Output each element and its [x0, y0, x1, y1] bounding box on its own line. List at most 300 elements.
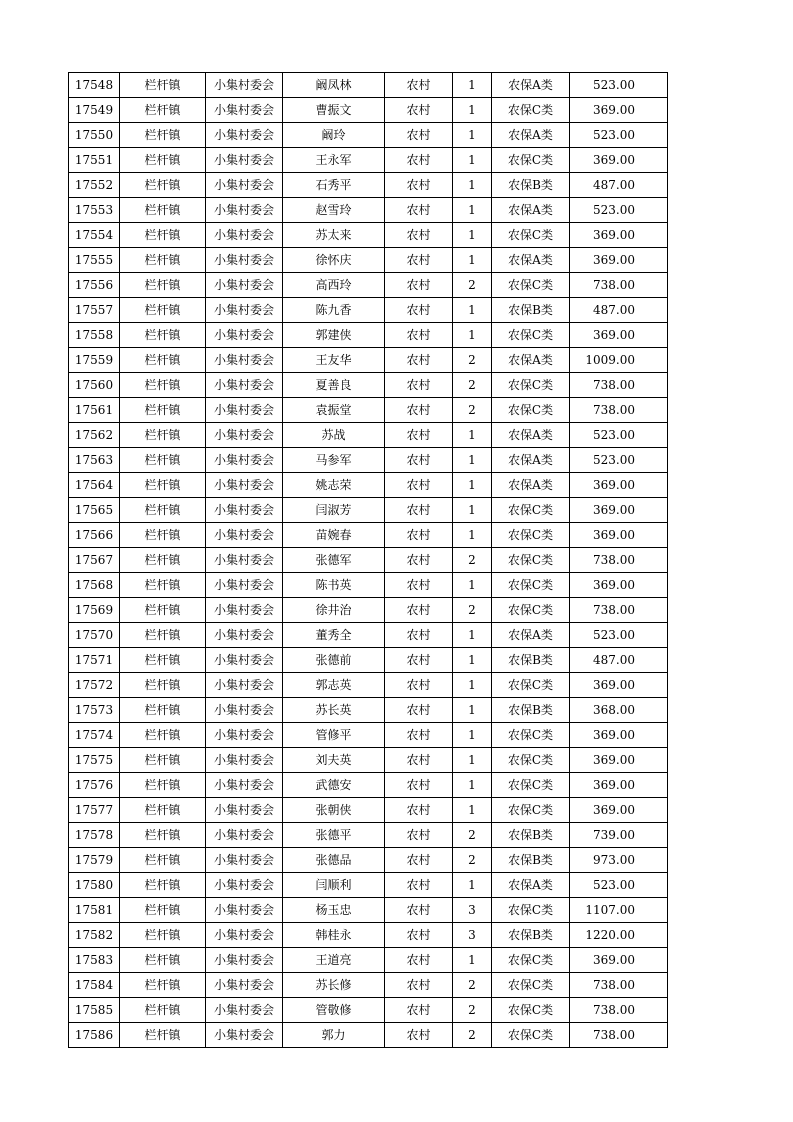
- amount-cell: 487.00: [570, 173, 668, 198]
- town-cell: 栏杆镇: [120, 473, 206, 498]
- insurance-category-cell: 农保A类: [492, 473, 570, 498]
- amount-cell: 369.00: [570, 323, 668, 348]
- table-row: [69, 123, 668, 148]
- insurance-category-cell: 农保C类: [492, 948, 570, 973]
- insurance-category-cell: 农保C类: [492, 523, 570, 548]
- household-count-cell: 1: [453, 423, 492, 448]
- amount-cell: 368.00: [570, 698, 668, 723]
- serial-number-cell: 17556: [69, 273, 120, 298]
- town-cell: 栏杆镇: [120, 748, 206, 773]
- area-type-cell: 农村: [385, 248, 453, 273]
- insurance-category-cell: 农保C类: [492, 998, 570, 1023]
- village-committee-cell: 小集村委会: [206, 548, 283, 573]
- area-type-cell: 农村: [385, 123, 453, 148]
- amount-cell: 369.00: [570, 148, 668, 173]
- amount-cell: 738.00: [570, 998, 668, 1023]
- table-row: [69, 973, 668, 998]
- table-row: [69, 648, 668, 673]
- area-type-cell: 农村: [385, 748, 453, 773]
- table-row: [69, 473, 668, 498]
- table-row: [69, 923, 668, 948]
- household-count-cell: 3: [453, 923, 492, 948]
- serial-number-cell: 17581: [69, 898, 120, 923]
- name-cell: 曹振文: [283, 98, 385, 123]
- area-type-cell: 农村: [385, 598, 453, 623]
- insurance-category-cell: 农保C类: [492, 323, 570, 348]
- village-committee-cell: 小集村委会: [206, 73, 283, 98]
- household-count-cell: 1: [453, 873, 492, 898]
- amount-cell: 487.00: [570, 298, 668, 323]
- amount-cell: 738.00: [570, 598, 668, 623]
- town-cell: 栏杆镇: [120, 173, 206, 198]
- table-row: [69, 1023, 668, 1048]
- table-row: [69, 798, 668, 823]
- name-cell: 韩桂永: [283, 923, 385, 948]
- town-cell: 栏杆镇: [120, 973, 206, 998]
- household-count-cell: 2: [453, 973, 492, 998]
- table-row: [69, 73, 668, 98]
- amount-cell: 738.00: [570, 373, 668, 398]
- insurance-category-cell: 农保C类: [492, 373, 570, 398]
- area-type-cell: 农村: [385, 823, 453, 848]
- village-committee-cell: 小集村委会: [206, 423, 283, 448]
- village-committee-cell: 小集村委会: [206, 473, 283, 498]
- household-count-cell: 1: [453, 198, 492, 223]
- town-cell: 栏杆镇: [120, 723, 206, 748]
- town-cell: 栏杆镇: [120, 198, 206, 223]
- household-count-cell: 2: [453, 373, 492, 398]
- amount-cell: 738.00: [570, 273, 668, 298]
- household-count-cell: 1: [453, 573, 492, 598]
- serial-number-cell: 17562: [69, 423, 120, 448]
- table-row: [69, 423, 668, 448]
- village-committee-cell: 小集村委会: [206, 898, 283, 923]
- table-row: [69, 823, 668, 848]
- insurance-category-cell: 农保C类: [492, 598, 570, 623]
- amount-cell: 369.00: [570, 748, 668, 773]
- village-committee-cell: 小集村委会: [206, 973, 283, 998]
- household-count-cell: 1: [453, 473, 492, 498]
- serial-number-cell: 17565: [69, 498, 120, 523]
- insurance-category-cell: 农保C类: [492, 748, 570, 773]
- name-cell: 闫顺利: [283, 873, 385, 898]
- name-cell: 石秀平: [283, 173, 385, 198]
- amount-cell: 523.00: [570, 423, 668, 448]
- village-committee-cell: 小集村委会: [206, 698, 283, 723]
- table-row: [69, 898, 668, 923]
- name-cell: 袁振堂: [283, 398, 385, 423]
- household-count-cell: 2: [453, 598, 492, 623]
- area-type-cell: 农村: [385, 98, 453, 123]
- town-cell: 栏杆镇: [120, 873, 206, 898]
- insurance-category-cell: 农保C类: [492, 498, 570, 523]
- table-row: [69, 98, 668, 123]
- amount-cell: 369.00: [570, 98, 668, 123]
- insurance-category-cell: 农保B类: [492, 848, 570, 873]
- village-committee-cell: 小集村委会: [206, 773, 283, 798]
- serial-number-cell: 17580: [69, 873, 120, 898]
- table-row: [69, 723, 668, 748]
- area-type-cell: 农村: [385, 423, 453, 448]
- amount-cell: 523.00: [570, 73, 668, 98]
- amount-cell: 523.00: [570, 123, 668, 148]
- insurance-category-cell: 农保A类: [492, 423, 570, 448]
- village-committee-cell: 小集村委会: [206, 98, 283, 123]
- amount-cell: 973.00: [570, 848, 668, 873]
- amount-cell: 369.00: [570, 523, 668, 548]
- village-committee-cell: 小集村委会: [206, 148, 283, 173]
- amount-cell: 369.00: [570, 223, 668, 248]
- household-count-cell: 1: [453, 498, 492, 523]
- table-row: [69, 223, 668, 248]
- serial-number-cell: 17566: [69, 523, 120, 548]
- table-row: [69, 873, 668, 898]
- household-count-cell: 2: [453, 548, 492, 573]
- serial-number-cell: 17582: [69, 923, 120, 948]
- area-type-cell: 农村: [385, 698, 453, 723]
- roster-table: [68, 72, 668, 1048]
- town-cell: 栏杆镇: [120, 498, 206, 523]
- town-cell: 栏杆镇: [120, 148, 206, 173]
- name-cell: 王道亮: [283, 948, 385, 973]
- area-type-cell: 农村: [385, 948, 453, 973]
- village-committee-cell: 小集村委会: [206, 848, 283, 873]
- serial-number-cell: 17569: [69, 598, 120, 623]
- household-count-cell: 2: [453, 848, 492, 873]
- area-type-cell: 农村: [385, 773, 453, 798]
- insurance-category-cell: 农保B类: [492, 173, 570, 198]
- area-type-cell: 农村: [385, 848, 453, 873]
- area-type-cell: 农村: [385, 623, 453, 648]
- area-type-cell: 农村: [385, 348, 453, 373]
- area-type-cell: 农村: [385, 198, 453, 223]
- area-type-cell: 农村: [385, 1023, 453, 1048]
- town-cell: 栏杆镇: [120, 823, 206, 848]
- insurance-category-cell: 农保C类: [492, 1023, 570, 1048]
- area-type-cell: 农村: [385, 223, 453, 248]
- name-cell: 姚志荣: [283, 473, 385, 498]
- insurance-category-cell: 农保C类: [492, 673, 570, 698]
- town-cell: 栏杆镇: [120, 898, 206, 923]
- amount-cell: 738.00: [570, 973, 668, 998]
- area-type-cell: 农村: [385, 523, 453, 548]
- town-cell: 栏杆镇: [120, 423, 206, 448]
- town-cell: 栏杆镇: [120, 998, 206, 1023]
- household-count-cell: 2: [453, 823, 492, 848]
- insurance-category-cell: 农保A类: [492, 73, 570, 98]
- area-type-cell: 农村: [385, 373, 453, 398]
- village-committee-cell: 小集村委会: [206, 623, 283, 648]
- town-cell: 栏杆镇: [120, 73, 206, 98]
- serial-number-cell: 17563: [69, 448, 120, 473]
- village-committee-cell: 小集村委会: [206, 273, 283, 298]
- name-cell: 张德前: [283, 648, 385, 673]
- roster-table-body: [69, 73, 668, 1048]
- amount-cell: 1009.00: [570, 348, 668, 373]
- serial-number-cell: 17586: [69, 1023, 120, 1048]
- household-count-cell: 1: [453, 123, 492, 148]
- area-type-cell: 农村: [385, 273, 453, 298]
- town-cell: 栏杆镇: [120, 698, 206, 723]
- serial-number-cell: 17567: [69, 548, 120, 573]
- area-type-cell: 农村: [385, 73, 453, 98]
- amount-cell: 369.00: [570, 673, 668, 698]
- insurance-category-cell: 农保A类: [492, 348, 570, 373]
- serial-number-cell: 17572: [69, 673, 120, 698]
- document-page: [68, 72, 668, 1048]
- table-row: [69, 398, 668, 423]
- town-cell: 栏杆镇: [120, 98, 206, 123]
- table-row: [69, 698, 668, 723]
- serial-number-cell: 17574: [69, 723, 120, 748]
- town-cell: 栏杆镇: [120, 548, 206, 573]
- village-committee-cell: 小集村委会: [206, 523, 283, 548]
- insurance-category-cell: 农保B类: [492, 823, 570, 848]
- serial-number-cell: 17578: [69, 823, 120, 848]
- amount-cell: 523.00: [570, 873, 668, 898]
- name-cell: 赵雪玲: [283, 198, 385, 223]
- serial-number-cell: 17558: [69, 323, 120, 348]
- insurance-category-cell: 农保C类: [492, 148, 570, 173]
- table-row: [69, 298, 668, 323]
- area-type-cell: 农村: [385, 648, 453, 673]
- table-row: [69, 998, 668, 1023]
- insurance-category-cell: 农保B类: [492, 923, 570, 948]
- town-cell: 栏杆镇: [120, 673, 206, 698]
- name-cell: 徐井治: [283, 598, 385, 623]
- village-committee-cell: 小集村委会: [206, 223, 283, 248]
- town-cell: 栏杆镇: [120, 798, 206, 823]
- serial-number-cell: 17548: [69, 73, 120, 98]
- village-committee-cell: 小集村委会: [206, 998, 283, 1023]
- village-committee-cell: 小集村委会: [206, 198, 283, 223]
- serial-number-cell: 17552: [69, 173, 120, 198]
- area-type-cell: 农村: [385, 923, 453, 948]
- name-cell: 王友华: [283, 348, 385, 373]
- name-cell: 董秀全: [283, 623, 385, 648]
- serial-number-cell: 17576: [69, 773, 120, 798]
- table-row: [69, 198, 668, 223]
- village-committee-cell: 小集村委会: [206, 398, 283, 423]
- amount-cell: 369.00: [570, 573, 668, 598]
- serial-number-cell: 17553: [69, 198, 120, 223]
- insurance-category-cell: 农保B类: [492, 698, 570, 723]
- table-row: [69, 773, 668, 798]
- name-cell: 苏战: [283, 423, 385, 448]
- insurance-category-cell: 农保C类: [492, 898, 570, 923]
- serial-number-cell: 17559: [69, 348, 120, 373]
- household-count-cell: 1: [453, 298, 492, 323]
- table-row: [69, 623, 668, 648]
- serial-number-cell: 17560: [69, 373, 120, 398]
- amount-cell: 369.00: [570, 248, 668, 273]
- household-count-cell: 1: [453, 948, 492, 973]
- village-committee-cell: 小集村委会: [206, 123, 283, 148]
- table-row: [69, 323, 668, 348]
- village-committee-cell: 小集村委会: [206, 823, 283, 848]
- amount-cell: 1220.00: [570, 923, 668, 948]
- village-committee-cell: 小集村委会: [206, 373, 283, 398]
- area-type-cell: 农村: [385, 173, 453, 198]
- area-type-cell: 农村: [385, 298, 453, 323]
- serial-number-cell: 17585: [69, 998, 120, 1023]
- household-count-cell: 2: [453, 273, 492, 298]
- village-committee-cell: 小集村委会: [206, 573, 283, 598]
- household-count-cell: 1: [453, 148, 492, 173]
- household-count-cell: 1: [453, 173, 492, 198]
- household-count-cell: 3: [453, 898, 492, 923]
- name-cell: 郭建侠: [283, 323, 385, 348]
- town-cell: 栏杆镇: [120, 223, 206, 248]
- insurance-category-cell: 农保C类: [492, 573, 570, 598]
- area-type-cell: 农村: [385, 573, 453, 598]
- village-committee-cell: 小集村委会: [206, 948, 283, 973]
- amount-cell: 369.00: [570, 773, 668, 798]
- household-count-cell: 1: [453, 223, 492, 248]
- insurance-category-cell: 农保C类: [492, 548, 570, 573]
- amount-cell: 487.00: [570, 648, 668, 673]
- table-row: [69, 348, 668, 373]
- town-cell: 栏杆镇: [120, 923, 206, 948]
- household-count-cell: 1: [453, 248, 492, 273]
- area-type-cell: 农村: [385, 973, 453, 998]
- town-cell: 栏杆镇: [120, 598, 206, 623]
- village-committee-cell: 小集村委会: [206, 448, 283, 473]
- household-count-cell: 1: [453, 623, 492, 648]
- village-committee-cell: 小集村委会: [206, 798, 283, 823]
- name-cell: 苏长修: [283, 973, 385, 998]
- town-cell: 栏杆镇: [120, 298, 206, 323]
- amount-cell: 369.00: [570, 473, 668, 498]
- town-cell: 栏杆镇: [120, 123, 206, 148]
- name-cell: 张德军: [283, 548, 385, 573]
- serial-number-cell: 17573: [69, 698, 120, 723]
- village-committee-cell: 小集村委会: [206, 298, 283, 323]
- town-cell: 栏杆镇: [120, 248, 206, 273]
- amount-cell: 738.00: [570, 548, 668, 573]
- amount-cell: 523.00: [570, 198, 668, 223]
- table-row: [69, 548, 668, 573]
- village-committee-cell: 小集村委会: [206, 173, 283, 198]
- table-row: [69, 448, 668, 473]
- table-row: [69, 598, 668, 623]
- name-cell: 王永军: [283, 148, 385, 173]
- town-cell: 栏杆镇: [120, 948, 206, 973]
- household-count-cell: 1: [453, 523, 492, 548]
- name-cell: 张朝侠: [283, 798, 385, 823]
- town-cell: 栏杆镇: [120, 398, 206, 423]
- name-cell: 郭力: [283, 1023, 385, 1048]
- name-cell: 苗婉春: [283, 523, 385, 548]
- household-count-cell: 2: [453, 1023, 492, 1048]
- serial-number-cell: 17561: [69, 398, 120, 423]
- household-count-cell: 2: [453, 348, 492, 373]
- town-cell: 栏杆镇: [120, 773, 206, 798]
- insurance-category-cell: 农保B类: [492, 298, 570, 323]
- town-cell: 栏杆镇: [120, 448, 206, 473]
- area-type-cell: 农村: [385, 798, 453, 823]
- name-cell: 郭志英: [283, 673, 385, 698]
- insurance-category-cell: 农保A类: [492, 448, 570, 473]
- town-cell: 栏杆镇: [120, 523, 206, 548]
- name-cell: 苏长英: [283, 698, 385, 723]
- area-type-cell: 农村: [385, 898, 453, 923]
- name-cell: 管修平: [283, 723, 385, 748]
- insurance-category-cell: 农保C类: [492, 773, 570, 798]
- insurance-category-cell: 农保C类: [492, 223, 570, 248]
- village-committee-cell: 小集村委会: [206, 748, 283, 773]
- town-cell: 栏杆镇: [120, 623, 206, 648]
- name-cell: 杨玉忠: [283, 898, 385, 923]
- insurance-category-cell: 农保C类: [492, 273, 570, 298]
- serial-number-cell: 17571: [69, 648, 120, 673]
- household-count-cell: 2: [453, 398, 492, 423]
- name-cell: 张德平: [283, 823, 385, 848]
- name-cell: 张德品: [283, 848, 385, 873]
- insurance-category-cell: 农保A类: [492, 873, 570, 898]
- name-cell: 马参军: [283, 448, 385, 473]
- table-row: [69, 673, 668, 698]
- area-type-cell: 农村: [385, 998, 453, 1023]
- insurance-category-cell: 农保C类: [492, 398, 570, 423]
- serial-number-cell: 17564: [69, 473, 120, 498]
- village-committee-cell: 小集村委会: [206, 248, 283, 273]
- amount-cell: 523.00: [570, 448, 668, 473]
- village-committee-cell: 小集村委会: [206, 723, 283, 748]
- area-type-cell: 农村: [385, 448, 453, 473]
- serial-number-cell: 17550: [69, 123, 120, 148]
- town-cell: 栏杆镇: [120, 1023, 206, 1048]
- table-row: [69, 848, 668, 873]
- town-cell: 栏杆镇: [120, 348, 206, 373]
- serial-number-cell: 17568: [69, 573, 120, 598]
- household-count-cell: 1: [453, 323, 492, 348]
- household-count-cell: 1: [453, 648, 492, 673]
- village-committee-cell: 小集村委会: [206, 873, 283, 898]
- insurance-category-cell: 农保C类: [492, 98, 570, 123]
- insurance-category-cell: 农保C类: [492, 723, 570, 748]
- amount-cell: 523.00: [570, 623, 668, 648]
- serial-number-cell: 17549: [69, 98, 120, 123]
- serial-number-cell: 17584: [69, 973, 120, 998]
- town-cell: 栏杆镇: [120, 648, 206, 673]
- village-committee-cell: 小集村委会: [206, 923, 283, 948]
- serial-number-cell: 17551: [69, 148, 120, 173]
- insurance-category-cell: 农保A类: [492, 123, 570, 148]
- household-count-cell: 1: [453, 98, 492, 123]
- area-type-cell: 农村: [385, 498, 453, 523]
- village-committee-cell: 小集村委会: [206, 1023, 283, 1048]
- table-row: [69, 523, 668, 548]
- town-cell: 栏杆镇: [120, 848, 206, 873]
- name-cell: 武德安: [283, 773, 385, 798]
- insurance-category-cell: 农保A类: [492, 248, 570, 273]
- amount-cell: 369.00: [570, 948, 668, 973]
- village-committee-cell: 小集村委会: [206, 648, 283, 673]
- table-row: [69, 498, 668, 523]
- insurance-category-cell: 农保C类: [492, 798, 570, 823]
- serial-number-cell: 17579: [69, 848, 120, 873]
- name-cell: 管敬修: [283, 998, 385, 1023]
- table-row: [69, 573, 668, 598]
- amount-cell: 369.00: [570, 723, 668, 748]
- household-count-cell: 1: [453, 748, 492, 773]
- area-type-cell: 农村: [385, 548, 453, 573]
- insurance-category-cell: 农保A类: [492, 198, 570, 223]
- town-cell: 栏杆镇: [120, 373, 206, 398]
- serial-number-cell: 17557: [69, 298, 120, 323]
- amount-cell: 369.00: [570, 498, 668, 523]
